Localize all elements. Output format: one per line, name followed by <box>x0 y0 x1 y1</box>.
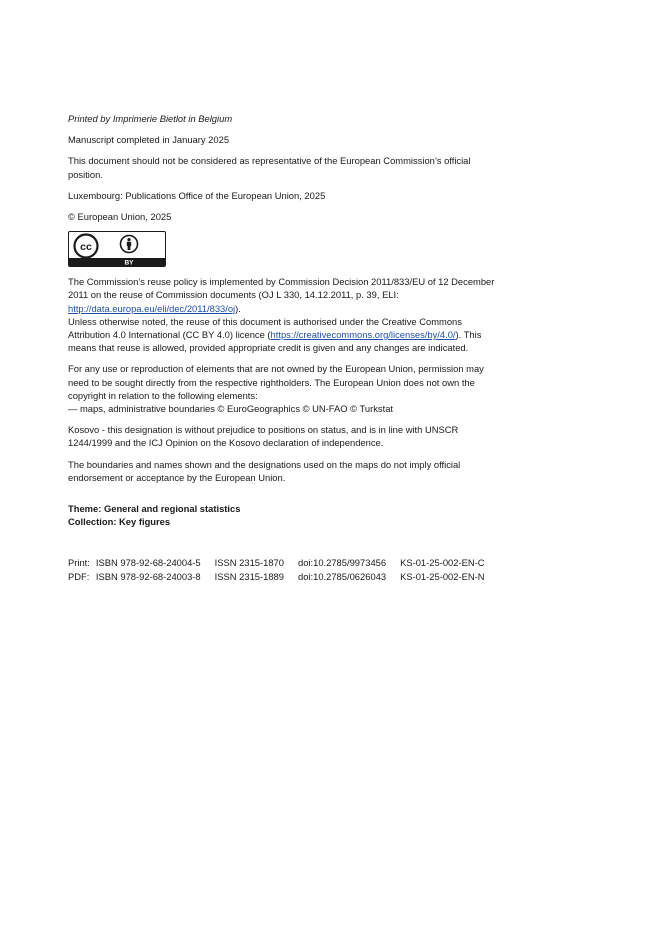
reuse-text-1: The Commission’s reuse policy is implemented by Commission Decision 2011/833/EU of 12 December 2011 on the reuse of Commission documents (OJ L 330, 14.12.2011, p. 39, ELI: <box>68 276 495 301</box>
permission-item: — maps, administrative boundaries © EuroGeographics © UN-FAO © Turkstat <box>68 403 394 415</box>
isbn: ISBN 978-92-68-24003-8 <box>95 570 201 582</box>
kosovo-note: Kosovo - this designation is without prejudice to positions on status, and is in line with UNSCR 1244/1999 and the ICJ Opinion on the Kosovo declaration of independence. <box>68 424 459 449</box>
copyright: © European Union, 2025 <box>68 211 172 223</box>
collection-label: Collection: Key figures <box>68 516 171 528</box>
doi: doi:10.2785/9973456 <box>297 557 387 569</box>
boundaries-note: The boundaries and names shown and the designations used on the maps do not imply official endorsement or acceptance by the European Union. <box>68 458 461 483</box>
cc-license-link[interactable]: https://creativecommons.org/licenses/by/4.0/ <box>270 329 456 341</box>
reuse-text-2: ). <box>235 302 241 314</box>
identifiers-table <box>68 556 499 582</box>
imprint-page <box>68 112 498 583</box>
reuse-text-3: Unless otherwise noted, the reuse of this document is authorised under the Creative Commons Attribution 4.0 International (CC BY 4.0) licence ( <box>68 315 462 341</box>
permission-notice <box>68 362 498 415</box>
reuse-policy <box>68 275 498 354</box>
printed-by: Printed by Imprimerie Bietlot in Belgium <box>68 113 233 124</box>
eli-link[interactable]: http://data.europa.eu/eli/dec/2011/833/oj <box>68 302 236 314</box>
issn: ISSN 2315-1870 <box>214 557 284 569</box>
manuscript-date: Manuscript completed in January 2025 <box>68 134 230 146</box>
catalogue-number: KS-01-25-002-EN-N <box>400 570 485 582</box>
format-label: PDF: <box>68 570 90 582</box>
cc-icon-label: cc <box>80 241 92 254</box>
permission-text: For any use or reproduction of elements that are not owned by the European Union, permission may need to be sought directly from the respective rightholders. The European Union does not own the copyright in relation to the following elements: <box>68 363 484 401</box>
disclaimer: This document should not be considered as representative of the European Commission’s official position. <box>68 155 471 180</box>
identifier-row-pdf <box>68 570 499 583</box>
issn: ISSN 2315-1889 <box>214 570 284 582</box>
catalogue-number: KS-01-25-002-EN-C <box>400 557 485 569</box>
by-label: BY <box>124 259 134 267</box>
theme-label: Theme: General and regional statistics <box>68 503 241 515</box>
reuse-text-4: ). This means that reuse is allowed, provided appropriate credit is given and any changes are indicated. <box>68 329 482 354</box>
publisher: Luxembourg: Publications Office of the European Union, 2025 <box>68 189 326 201</box>
cc-by-icon <box>69 232 165 266</box>
format-label: Print: <box>68 557 90 569</box>
cc-by-license-badge[interactable] <box>68 231 166 267</box>
identifier-row-print <box>68 556 499 569</box>
isbn: ISBN 978-92-68-24004-5 <box>95 557 201 569</box>
doi: doi:10.2785/0626043 <box>297 570 387 582</box>
